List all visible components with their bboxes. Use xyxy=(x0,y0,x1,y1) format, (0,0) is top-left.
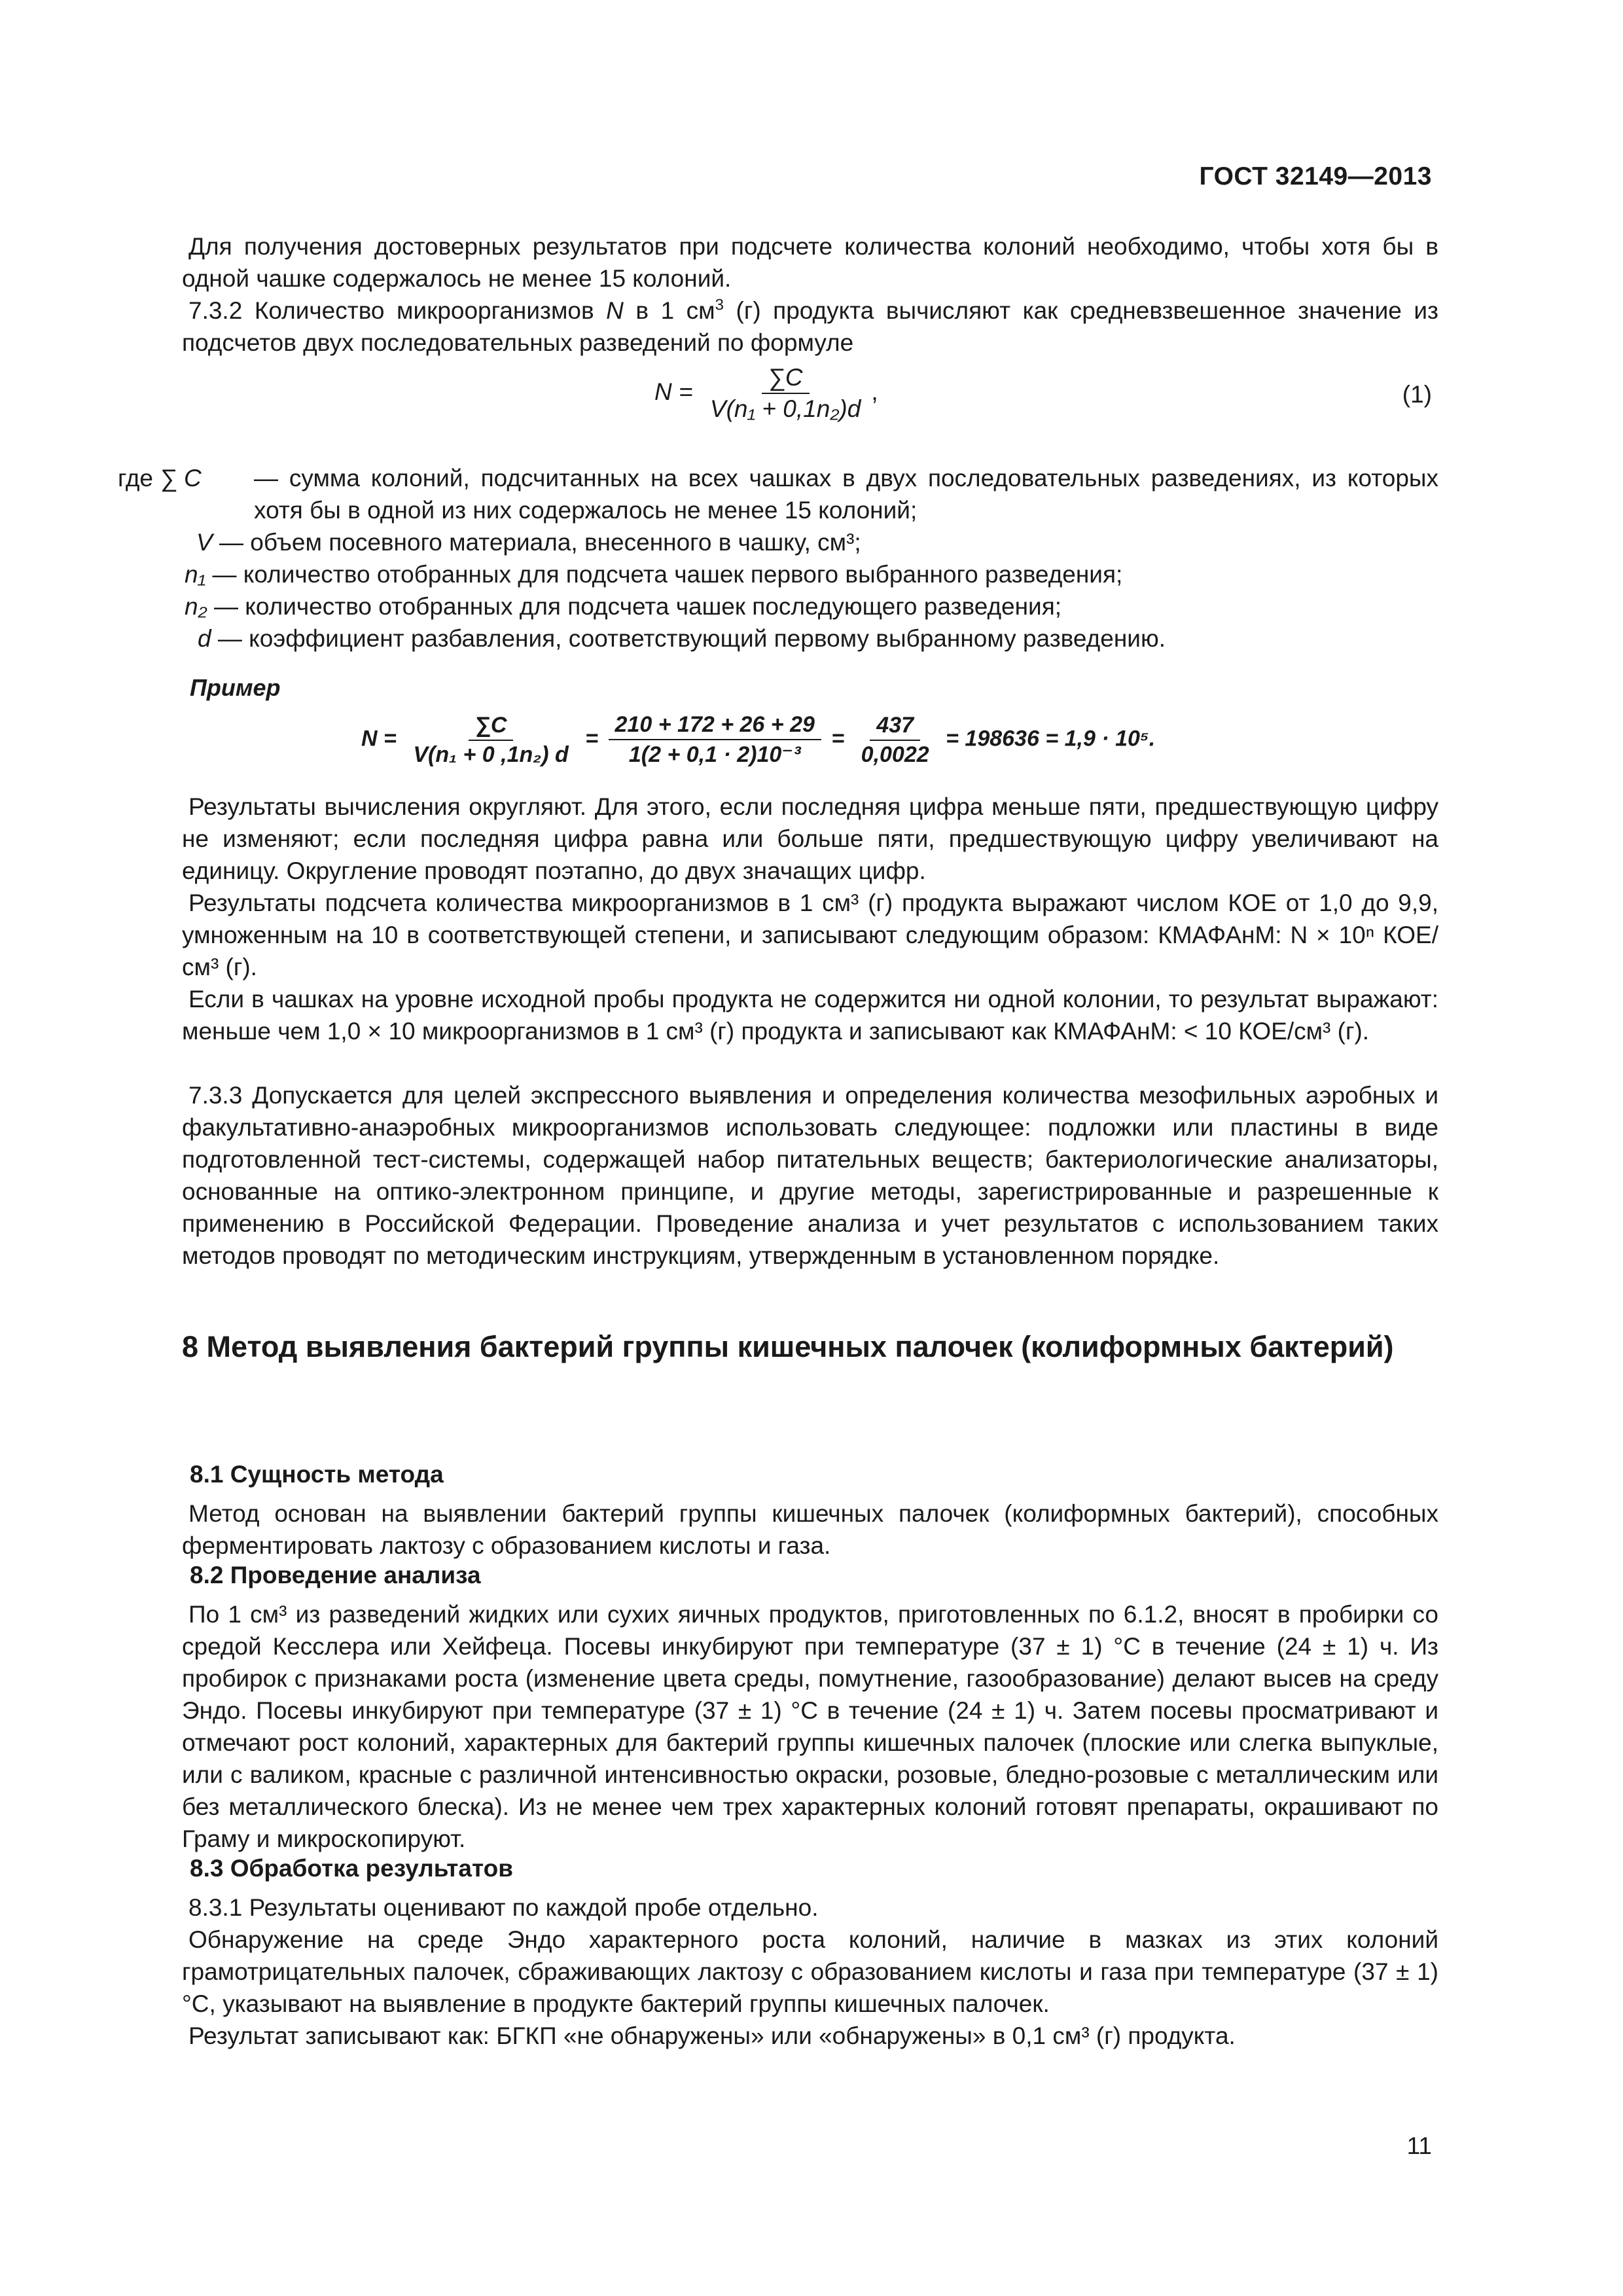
paragraph-no-colonies: Если в чашках на уровне исходной пробы продукта не содержится ни одной колонии, то результат выражают: меньше чем 1,0 × 10 микроорганизмов в 1 см³ (г) продукта и записывают как КМАФАнМ: < 10 КОЕ/см³ (г). xyxy=(182,986,1438,1045)
legend-n2-symbol: n₂ xyxy=(185,593,207,620)
example-label: Пример xyxy=(190,674,281,701)
example-f2-den: 1(2 + 0,1 · 2)10⁻³ xyxy=(628,742,801,767)
section-8-1-title: 8.1 Сущность метода xyxy=(190,1461,444,1488)
legend-where-word: где xyxy=(118,465,154,492)
legend-sumC-symbol: ∑ C xyxy=(160,465,202,492)
formula1-denominator: V(n₁ + 0,1n₂)d xyxy=(709,395,861,422)
example-eq-1: = xyxy=(585,726,599,751)
legend-V-symbol: V xyxy=(196,529,213,556)
section-8-3-p2: Обнаружение на среде Эндо характерного роста колоний, наличие в мазках из этих колоний грамотрицательных палочек, сбраживающих лактозу с образованием кислоты и газа при температуре (37 ± 1) °С, указывают на выявление в продукте бактерий группы кишечных палочек. xyxy=(182,1926,1438,2017)
section-8-1-text: Метод основан на выявлении бактерий группы кишечных палочек (колиформных бактерий), способных ферментировать лактозу с образованием кислоты и газа. xyxy=(182,1500,1438,1559)
example-fraction-2 xyxy=(609,712,821,768)
p732-text-a: 7.3.2 Количество микроорганизмов xyxy=(188,297,607,324)
legend-V-text: — объем посевного материала, внесенного в чашку, см³; xyxy=(219,529,861,556)
legend-where xyxy=(118,462,202,494)
example-formula xyxy=(361,712,1155,768)
section-8-3-title: 8.3 Обработка результатов xyxy=(190,1855,513,1882)
example-lhs: N = xyxy=(361,726,397,751)
standard-header: ГОСТ 32149—2013 xyxy=(1199,162,1432,190)
example-f3-den: 0,0022 xyxy=(861,742,929,767)
section-8-title: 8 Метод выявления бактерий группы кишечных палочек (колиформных бактерий) xyxy=(182,1330,1394,1363)
p732-sup: 3 xyxy=(715,296,724,314)
example-f1-num: ∑C xyxy=(469,713,514,741)
formula-1 xyxy=(654,364,878,423)
legend-n2-text: — количество отобранных для подсчета чашек последующего разведения; xyxy=(213,593,1062,620)
example-f1-den: V(n₁ + 0 ,1n₂) d xyxy=(413,742,569,767)
formula1-tail: , xyxy=(871,378,878,405)
section-8-2-text: По 1 см³ из разведений жидких или сухих яичных продуктов, приготовленных по 6.1.2, вносят в пробирки со средой Кесслера или Хейфеца. Посевы инкубируют при температуре (37 ± 1) °С в течение (24 ± 1) ч. Из пробирок с признаками роста (изменение цвета среды, помутнение, газообразование) делают высев на среду Эндо. Посевы инкубируют при температуре (37 ± 1) °С в течение (24 ± 1) ч. Затем посевы просматривают и отмечают рост колоний, характерных для бактерий группы кишечных палочек (плоские или слегка выпуклые, или с валиком, красные с различной интенсивностью окраски, розовые, бледно-розовые с металлическим или без металлического блеска). Из не менее чем трех характерных колоний готовят препараты, окрашивают по Граму и микроскопируют. xyxy=(182,1601,1438,1852)
legend-n2 xyxy=(185,590,1061,622)
paragraph-colony-count: Для получения достоверных результатов при подсчете количества колоний необходимо, чтобы хотя бы в одной чашке содержалось не менее 15 колоний. xyxy=(182,233,1438,292)
example-result: = 198636 = 1,9 · 10⁵. xyxy=(946,726,1156,751)
legend-n1-text: — количество отобранных для подсчета чашек первого выбранного разведения; xyxy=(212,561,1123,588)
example-eq-2: = xyxy=(831,726,845,751)
paragraph-kmafanm: Результаты подсчета количества микроорганизмов в 1 см³ (г) продукта выражают числом КОЕ от 1,0 до 9,9, умноженным на 10 в соответствующей степени, и записывают следующим образом: КМАФАнМ: N × 10ⁿ КОЕ/см³ (г). xyxy=(182,889,1438,980)
section-8-3-p3: Результат записывают как: БГКП «не обнаружены» или «обнаружены» в 0,1 см³ (г) продукта. xyxy=(188,2022,1236,2049)
paragraph-7-3-2 xyxy=(182,295,1438,359)
legend-n1-symbol: n₁ xyxy=(185,561,206,588)
example-f3-num: 437 xyxy=(870,713,920,741)
p732-text-b: в 1 см xyxy=(623,297,715,324)
example-fraction-3 xyxy=(855,713,936,768)
example-f2-num: 210 + 172 + 26 + 29 xyxy=(609,712,821,740)
p732-N: N xyxy=(606,297,624,324)
legend-d xyxy=(198,622,1166,655)
paragraph-rounding: Результаты вычисления округляют. Для этого, если последняя цифра меньше пяти, предшествующую цифру не изменяют; если последняя цифра равна или больше пяти, предшествующую цифру увеличивают на единицу. Округление проводят поэтапно, до двух значащих цифр. xyxy=(182,793,1438,884)
example-fraction-1 xyxy=(406,713,575,768)
legend-d-symbol: d xyxy=(198,625,211,652)
legend-V xyxy=(196,526,861,558)
paragraph-7-3-3: 7.3.3 Допускается для целей экспрессного выявления и определения количества мезофильных аэробных и факультативно-анаэробных микроорганизмов использовать следующее: подложки или пластины в виде подготовленной тест-системы, содержащей набор питательных веществ; бактериологические анализаторы, основанные на оптико-электронном принципе, и другие методы, зарегистрированные и разрешенные к применению в Российской Федерации. Проведение анализа и учет результатов с использованием таких методов проводят по методическим инструкциям, утвержденным в установленном порядке. xyxy=(182,1082,1438,1269)
legend-sumC-desc xyxy=(254,462,1438,526)
p732-text-c: (г) продукта вычисляют как средневзвешенное значение из подсчетов двух последовательных разведений по формуле xyxy=(182,297,1438,356)
legend-sumC-text: — сумма колоний, подсчитанных на всех чашках в двух последовательных разведениях, из которых хотя бы в одной из них содержалось не менее 15 колоний; xyxy=(254,465,1438,524)
section-8-3-1: 8.3.1 Результаты оценивают по каждой пробе отдельно. xyxy=(188,1894,819,1921)
formula1-fraction xyxy=(704,364,867,423)
formula-1-number: (1) xyxy=(1402,381,1432,408)
formula1-numerator: ∑C xyxy=(762,364,810,394)
page-number: 11 xyxy=(1406,2132,1432,2159)
legend-d-text: — коэффициент разбавления, соответствующий первому выбранному разведению. xyxy=(217,625,1166,652)
legend-n1 xyxy=(185,558,1122,590)
section-8-2-title: 8.2 Проведение анализа xyxy=(190,1562,481,1588)
formula1-lhs: N = xyxy=(654,378,693,405)
